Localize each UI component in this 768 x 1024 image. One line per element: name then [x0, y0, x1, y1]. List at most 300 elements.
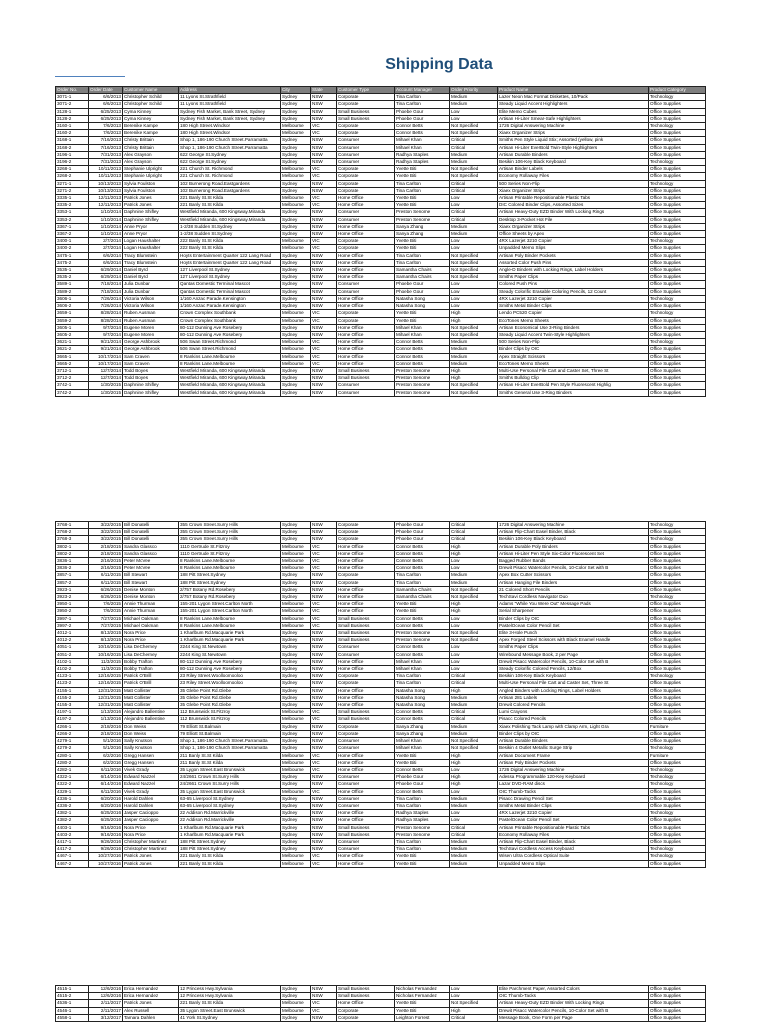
table-cell: Melbourne	[281, 622, 311, 629]
table-cell: Phoebe Gour	[395, 774, 450, 781]
table-cell: Melbourne	[281, 601, 311, 608]
table-cell: 12 Princess Hwy.Sylvania	[179, 986, 281, 993]
table-cell: 9/21/2014	[89, 346, 123, 353]
table-cell: 6/11/2015	[89, 572, 123, 579]
table-cell: Preston Senome	[395, 382, 450, 389]
table-cell: 4155-1	[56, 687, 89, 694]
table-cell: 2/18/2016	[89, 730, 123, 737]
table-cell: Home Office	[337, 223, 395, 230]
table-cell: Wisen Ultra Cordless Optical Suite	[498, 853, 649, 860]
table-row	[56, 550, 706, 557]
column-header: Product Category	[649, 87, 706, 94]
table-row	[56, 216, 706, 223]
table-cell: NSW	[311, 267, 337, 274]
table-cell: OIC Thumb-Tacks	[498, 788, 649, 795]
table-cell: NSW	[311, 151, 337, 158]
table-cell: 5/1/2016	[89, 738, 123, 745]
table-cell: Consumer	[337, 216, 395, 223]
table-cell: 7/18/2014	[89, 288, 123, 295]
table-cell: Edward Nazzel	[123, 774, 179, 781]
table-cell: Cyma Kinney	[123, 108, 179, 115]
table-cell: Home Office	[337, 788, 395, 795]
table-cell: 155-201 Lygon Street.Carlton North	[179, 601, 281, 608]
table-cell: Connor Betts	[395, 565, 450, 572]
table-cell: Bobby Trafton	[123, 658, 179, 665]
table-cell: 500 Series Non-Flip	[498, 339, 649, 346]
table-cell: High	[450, 759, 498, 766]
table-cell: 3857-2	[56, 579, 89, 586]
table-cell: 4382-1	[56, 810, 89, 817]
table-cell: NSW	[311, 522, 337, 529]
table-cell: NSW	[311, 579, 337, 586]
table-cell: VIC	[311, 339, 337, 346]
table-cell: Artisan Heavy-Duty EZD Binder With Locking Rings	[498, 1000, 649, 1007]
table-cell: 3923-1	[56, 586, 89, 593]
table-cell: Connor Betts	[395, 130, 450, 137]
table-cell: 3400-1	[56, 238, 89, 245]
table-cell: VIC	[311, 565, 337, 572]
table-cell: Technology	[649, 810, 706, 817]
table-cell: 3/22/2015	[89, 529, 123, 536]
table-cell: 12/31/2015	[89, 702, 123, 709]
table-row	[56, 680, 706, 687]
table-cell: Sydney	[281, 986, 311, 993]
table-cell: NSW	[311, 730, 337, 737]
table-cell: Qantas Domestic Terminal Mascot	[179, 288, 281, 295]
table-cell: 6/20/2016	[89, 795, 123, 802]
table-cell: NSW	[311, 231, 337, 238]
table-cell: Sydney	[281, 331, 311, 338]
table-cell: Consumer	[337, 159, 395, 166]
column-header: Order Priority	[450, 87, 498, 94]
table-cell: 12/6/2016	[89, 986, 123, 993]
table-cell: Office Sheets by Apex	[498, 231, 649, 238]
table-cell: Artisan Flip-Chart Easel Binder, Black	[498, 838, 649, 845]
table-cell: Crown Complex Southbank	[179, 310, 281, 317]
table-row	[56, 586, 706, 593]
table-cell: Apex Box Cutter Scissors	[498, 572, 649, 579]
table-cell: 6/6/2014	[89, 252, 123, 259]
table-row	[56, 666, 706, 673]
table-cell: Low	[450, 558, 498, 565]
table-cell: Melbourne	[281, 759, 311, 766]
table-cell: NSW	[311, 159, 337, 166]
table-cell: Office Supplies	[649, 788, 706, 795]
column-header: Customer Type	[337, 87, 395, 94]
table-cell: 8/13/2015	[89, 630, 123, 637]
table-cell: Patrick Jones	[123, 1000, 179, 1007]
table-cell: 3997-1	[56, 615, 89, 622]
table-cell: Artisan Economical Use 3-Ring Binders	[498, 324, 649, 331]
table-cell: Office Supplies	[649, 565, 706, 572]
table-cell: Sydney	[281, 159, 311, 166]
table-cell: 80-112 Dunning Ave Rosebery	[179, 324, 281, 331]
table-cell: Corporate	[337, 173, 395, 180]
table-cell: Victoria Wilson	[123, 295, 179, 302]
table-cell: NSW	[311, 209, 337, 216]
table-cell: Home Office	[337, 259, 395, 266]
table-cell: Xiaex Organizer Strips	[498, 187, 649, 194]
table-cell: VIC	[311, 1000, 337, 1007]
table-cell: NSW	[311, 986, 337, 993]
table-cell: Home Office	[337, 353, 395, 360]
table-cell: Christopher Martinez	[123, 838, 179, 845]
table-cell: VIC	[311, 123, 337, 130]
table-cell: NSW	[311, 108, 337, 115]
table-row	[56, 572, 706, 579]
table-cell: 7/26/2014	[89, 295, 123, 302]
table-cell: Nora Price	[123, 637, 179, 644]
table-cell: 1726 Digital Answering Machine	[498, 123, 649, 130]
table-cell: 1/13/2016	[89, 709, 123, 716]
table-cell: Corporate	[337, 317, 395, 324]
table-cell: 3/22/2015	[89, 522, 123, 529]
table-row	[56, 231, 706, 238]
table-cell: Low	[450, 108, 498, 115]
table-cell: Home Office	[337, 565, 395, 572]
table-cell: Harold Dahlen	[123, 802, 179, 809]
table-cell: Daniel Byrd	[123, 267, 179, 274]
table-cell: Critical	[450, 831, 498, 838]
table-cell: 3768-3	[56, 536, 89, 543]
table-cell: 12/7/2014	[89, 367, 123, 374]
table-cell: Sydney	[281, 267, 311, 274]
table-cell: Sydney	[281, 187, 311, 194]
table-cell: Medium	[450, 853, 498, 860]
table-cell: Office Supplies	[649, 288, 706, 295]
table-cell: Office Supplies	[649, 151, 706, 158]
table-cell: Daniel Byrd	[123, 274, 179, 281]
table-row	[56, 187, 706, 194]
table-cell: 10/27/2016	[89, 860, 123, 867]
table-cell: Melbourne	[281, 310, 311, 317]
table-cell: Corporate	[337, 529, 395, 536]
table-cell: 2/16/2015	[89, 565, 123, 572]
table-cell: Not Specified	[450, 331, 498, 338]
table-cell: Artisan Poly Binder Pockets	[498, 759, 649, 766]
table-cell: Home Office	[337, 860, 395, 867]
shipping-table-section-1	[55, 86, 706, 397]
table-cell: 2/7/2014	[89, 245, 123, 252]
table-cell: 63-65 Liverpool St.Sydney	[179, 802, 281, 809]
table-cell: Furniture	[649, 723, 706, 730]
table-cell: 3475-2	[56, 259, 89, 266]
table-cell: 6/25/2016	[89, 817, 123, 824]
table-cell: Besikin 106-Key Black Keyboard	[498, 159, 649, 166]
table-cell: VIC	[311, 360, 337, 367]
table-cell: Small Business	[337, 637, 395, 644]
table-cell: Artisan 281 Labels	[498, 694, 649, 701]
table-cell: Low	[450, 788, 498, 795]
table-cell: 2/18/2016	[89, 723, 123, 730]
table-cell: 112 Brunswick St.Fitzroy	[179, 709, 281, 716]
table-cell: VIC	[311, 550, 337, 557]
table-cell: NSW	[311, 666, 337, 673]
table-cell: Phoebe Gour	[395, 115, 450, 122]
column-header: Order No.	[56, 87, 89, 94]
table-cell: 1/13/2016	[89, 716, 123, 723]
table-cell: Michael Oakman	[123, 615, 179, 622]
table-cell: Alex Grayson	[123, 159, 179, 166]
table-row	[56, 565, 706, 572]
table-cell: Artisan Binder Labels	[498, 166, 649, 173]
table-cell: Office Supplies	[649, 680, 706, 687]
table-cell: Medium	[450, 730, 498, 737]
table-cell: Corporate	[337, 130, 395, 137]
table-cell: Sydney	[281, 180, 311, 187]
table-cell: Melbourne	[281, 543, 311, 550]
table-cell: Office Supplies	[649, 687, 706, 694]
table-cell: Office Supplies	[649, 130, 706, 137]
table-cell: Office Supplies	[649, 108, 706, 115]
table-cell: Office Supplies	[649, 231, 706, 238]
table-cell: 8/28/2014	[89, 317, 123, 324]
table-row	[56, 745, 706, 752]
table-cell: Office Supplies	[649, 281, 706, 288]
table-cell: Melbourne	[281, 1007, 311, 1014]
table-cell: Economy Rollaway Files	[498, 831, 649, 838]
table-cell: Medium	[450, 360, 498, 367]
table-cell: Small Business	[337, 986, 395, 993]
table-cell: Medium	[450, 838, 498, 845]
table-cell: Connor Betts	[395, 651, 450, 658]
table-cell: Home Office	[337, 231, 395, 238]
table-cell: Corporate	[337, 536, 395, 543]
table-cell: 211 Banly St.St Kilda	[179, 759, 281, 766]
table-cell: Nora Price	[123, 824, 179, 831]
table-cell: VIC	[311, 709, 337, 716]
table-cell: Melbourne	[281, 558, 311, 565]
table-cell: Sydney	[281, 723, 311, 730]
table-cell: Peter McVee	[123, 565, 179, 572]
table-cell: VIC	[311, 853, 337, 860]
table-cell: Medium	[450, 694, 498, 701]
table-cell: NSW	[311, 838, 337, 845]
table-cell: Daphnine Shifley	[123, 209, 179, 216]
table-cell: 3400-2	[56, 245, 89, 252]
table-cell: Pisacc Colored Pencils	[498, 716, 649, 723]
table-cell: Melbourne	[281, 615, 311, 622]
table-cell: NSW	[311, 824, 337, 831]
table-cell: 6/6/2013	[89, 94, 123, 101]
table-cell: 1 Kharlbum Rd.Macquarie Park	[179, 637, 281, 644]
table-cell: Sydney	[281, 231, 311, 238]
table-cell: Medium	[450, 572, 498, 579]
table-cell: Consumer	[337, 738, 395, 745]
table-cell: NSW	[311, 687, 337, 694]
table-cell: 10/13/2013	[89, 180, 123, 187]
table-cell: Low	[450, 766, 498, 773]
table-cell: NSW	[311, 774, 337, 781]
table-cell: 4403-1	[56, 824, 89, 831]
table-cell: 7/16/2013	[89, 144, 123, 151]
table-cell: VIC	[311, 759, 337, 766]
table-cell: Not Specified	[450, 586, 498, 593]
table-row	[56, 716, 706, 723]
table-cell: Tina Carlton	[395, 846, 450, 853]
table-cell: Natasha Song	[395, 694, 450, 701]
table-cell: 23 Riley Street.Woolloomooloo	[179, 673, 281, 680]
table-cell: 4051-2	[56, 651, 89, 658]
table-cell: 3665-2	[56, 360, 89, 367]
table-cell: Office Supplies	[649, 317, 706, 324]
table-cell: 622 George St.Sydney	[179, 159, 281, 166]
table-cell: Tina Carlton	[395, 680, 450, 687]
table-cell: Corporate	[337, 310, 395, 317]
table-cell: Office Supplies	[649, 1014, 706, 1021]
table-cell: Sydney	[281, 274, 311, 281]
table-cell: Shop 1, 186-190 Church Street.Parramatta	[179, 144, 281, 151]
table-cell: Home Office	[337, 295, 395, 302]
table-cell: 7/18/2014	[89, 281, 123, 288]
table-cell: Erica Hernandez	[123, 993, 179, 1000]
table-cell: 6/26/2015	[89, 594, 123, 601]
table-row	[56, 702, 706, 709]
table-cell: Crown Complex Southbank	[179, 317, 281, 324]
table-cell: Connor Betts	[395, 788, 450, 795]
table-cell: Phoebe Gour	[395, 529, 450, 536]
table-cell: Sydney	[281, 651, 311, 658]
table-cell: Sylvia Foulston	[123, 187, 179, 194]
table-row	[56, 101, 706, 108]
table-cell: Steady Colorific Colored Pencils, 12/Box	[498, 666, 649, 673]
table-cell: Melbourne	[281, 860, 311, 867]
table-cell: 12/16/2015	[89, 680, 123, 687]
table-cell: 4467-1	[56, 853, 89, 860]
table-cell: Low	[450, 195, 498, 202]
table-cell: Corporate	[337, 522, 395, 529]
table-cell: 4329-1	[56, 788, 89, 795]
table-cell: Apex Straight Scissors	[498, 353, 649, 360]
table-cell: 4467-2	[56, 860, 89, 867]
table-cell: Jasper Cacioppo	[123, 810, 179, 817]
table-cell: Sydney	[281, 259, 311, 266]
table-row	[56, 144, 706, 151]
table-cell: 3621-1	[56, 339, 89, 346]
table-cell: Office Supplies	[649, 1000, 706, 1007]
table-row	[56, 137, 706, 144]
table-cell: Office Supplies	[649, 173, 706, 180]
table-cell: 22 Addison Rd.Marrickville	[179, 810, 281, 817]
table-cell: Economy Rollaway Files	[498, 173, 649, 180]
table-row	[56, 367, 706, 374]
table-cell: Bill Stewart	[123, 572, 179, 579]
table-cell: NSW	[311, 831, 337, 838]
table-cell: Office Supplies	[649, 101, 706, 108]
table-cell: 4546-1	[56, 1007, 89, 1014]
table-row	[56, 860, 706, 867]
table-cell: Tina Carlton	[395, 572, 450, 579]
table-row	[56, 608, 706, 615]
table-cell: Critical	[450, 536, 498, 543]
table-cell: Medium	[450, 223, 498, 230]
table-cell: Preston Senome	[395, 209, 450, 216]
table-cell: 24/2661 Crown St.Surry Hills	[179, 774, 281, 781]
table-cell: Technology	[649, 159, 706, 166]
table-cell: Medium	[450, 802, 498, 809]
table-cell: Michael Oakman	[123, 622, 179, 629]
table-cell: Lazer Neon Mac Format Diskettes, 10/Pack	[498, 94, 649, 101]
table-cell: 1-2/38 Sudden St.Sydney	[179, 223, 281, 230]
table-cell: Melbourne	[281, 853, 311, 860]
table-row	[56, 310, 706, 317]
table-cell: Office Supplies	[649, 860, 706, 867]
table-cell: Connor Betts	[395, 550, 450, 557]
table-row	[56, 245, 706, 252]
table-cell: PastelOcean Color Pencil Set	[498, 622, 649, 629]
table-cell: 4279-1	[56, 738, 89, 745]
table-cell: Matt Collister	[123, 702, 179, 709]
table-cell: Sydney	[281, 802, 311, 809]
table-cell: Mihael Khan	[395, 331, 450, 338]
table-cell: Consumer	[337, 651, 395, 658]
table-cell: Consumer	[337, 846, 395, 853]
table-cell: Critical	[450, 137, 498, 144]
table-cell: Lisa DeCherney	[123, 644, 179, 651]
table-cell: 6/11/2016	[89, 766, 123, 773]
table-cell: Alex Russell	[123, 1007, 179, 1014]
table-cell: Office Supplies	[649, 586, 706, 593]
table-cell: Low	[450, 993, 498, 1000]
table-cell: Sydney	[281, 94, 311, 101]
table-cell: Not Specified	[450, 173, 498, 180]
table-cell: Artisan Hi-Liter EverBold Pen Style Fluorescent Highlig	[498, 382, 649, 389]
table-cell: 12/11/2013	[89, 195, 123, 202]
table-row	[56, 752, 706, 759]
table-cell: 3836-2	[56, 565, 89, 572]
table-row	[56, 709, 706, 716]
table-cell: Office Supplies	[649, 802, 706, 809]
table-cell: Office Supplies	[649, 274, 706, 281]
table-cell: Mihael Khan	[395, 144, 450, 151]
table-cell: NSW	[311, 694, 337, 701]
table-row	[56, 281, 706, 288]
table-cell: Office Supplies	[649, 252, 706, 259]
table-cell: Home Office	[337, 694, 395, 701]
table-cell: Office Supplies	[649, 694, 706, 701]
table-cell: Critical	[450, 709, 498, 716]
table-cell: Tina Carlton	[395, 252, 450, 259]
table-cell: Alejandro Ballentine	[123, 716, 179, 723]
table-cell: NSW	[311, 274, 337, 281]
table-cell: 7/6/2015	[89, 601, 123, 608]
table-cell: Office Supplies	[649, 195, 706, 202]
table-cell: Bill Stewart	[123, 579, 179, 586]
table-cell: Critical	[450, 187, 498, 194]
table-cell: Office Supplies	[649, 601, 706, 608]
table-cell: 6/25/2016	[89, 810, 123, 817]
table-cell: 4197-1	[56, 709, 89, 716]
table-cell: Phoebe Gour	[395, 781, 450, 788]
table-cell: Office Supplies	[649, 550, 706, 557]
table-cell: Yvette Biti	[395, 853, 450, 860]
table-cell: Sydney	[281, 637, 311, 644]
table-cell: 11/3/2015	[89, 666, 123, 673]
table-cell: VIC	[311, 202, 337, 209]
table-cell: 3353-1	[56, 209, 89, 216]
table-row	[56, 853, 706, 860]
table-cell: Sydney	[281, 522, 311, 529]
table-cell: 1-2/38 Sudden St.Sydney	[179, 231, 281, 238]
table-cell: Technology	[649, 522, 706, 529]
table-cell: Office Supplies	[649, 824, 706, 831]
table-cell: Office Supplies	[649, 1007, 706, 1014]
table-cell: VIC	[311, 195, 337, 202]
table-cell: 10/16/2015	[89, 651, 123, 658]
table-cell: Artisan Durable Binders	[498, 738, 649, 745]
table-cell: Sally Knutson	[123, 745, 179, 752]
table-cell: Connor Betts	[395, 353, 450, 360]
